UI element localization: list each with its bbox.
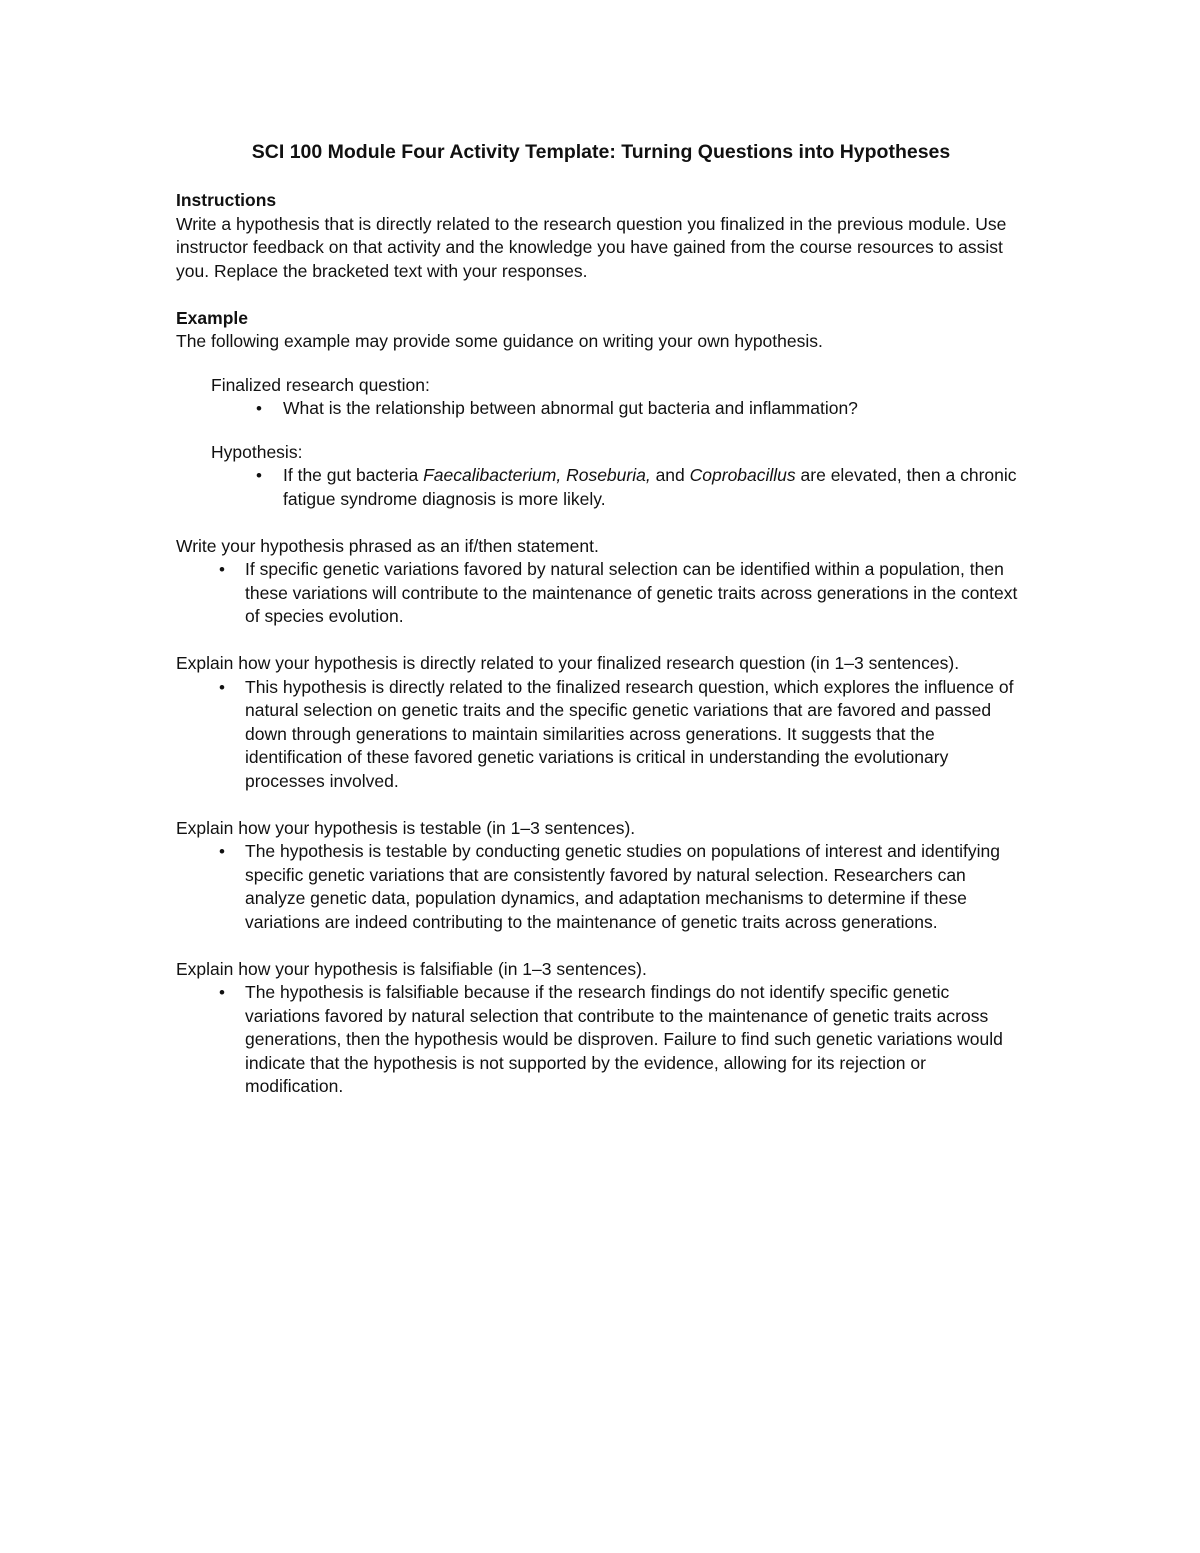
example-question-list xyxy=(211,397,1026,421)
answer-list xyxy=(175,676,1026,794)
answer-list xyxy=(175,558,1026,629)
example-question-label: Finalized research question: xyxy=(211,374,430,395)
section-prompt: Write your hypothesis phrased as an if/then statement. xyxy=(176,535,599,556)
hypothesis-text-part: If the gut bacteria xyxy=(283,465,424,485)
list-item xyxy=(211,397,1026,421)
bullet-icon: • xyxy=(256,399,262,418)
document-body xyxy=(176,138,1026,1099)
section-prompt: Explain how your hypothesis is directly related to your finalized research question (in 1–3 sentences). xyxy=(176,653,960,673)
section-answer: The hypothesis is falsifiable because if the research findings do not identify specific genetic variations favored by natural selection that contribute to the maintenance of genetic traits across generations, then the hypothesis would be disproven. Failure to find such genetic variations would indicate that the hypothesis is not supported by the evidence, allowing for its rejection or modification. xyxy=(245,982,1003,1096)
list-item xyxy=(175,840,1026,934)
hypothesis-text-part: are elevated, then a chronic fatigue syndrome diagnosis is more likely. xyxy=(283,465,1017,509)
bullet-icon: • xyxy=(219,677,225,697)
list-item xyxy=(211,464,1026,511)
section-answer: If specific genetic variations favored by natural selection can be identified within a population, then these variations will contribute to the maintenance of genetic traits across generations in the context of species evolution. xyxy=(245,559,1018,626)
example-question-text: What is the relationship between abnormal gut bacteria and inflammation? xyxy=(283,398,858,418)
hypothesis-text-part: and xyxy=(650,465,690,485)
bullet-icon: • xyxy=(256,466,262,485)
section-prompt: Explain how your hypothesis is testable (in 1–3 sentences). xyxy=(176,817,636,838)
bacteria-names-italic: Faecalibacterium, Roseburia, xyxy=(423,465,651,485)
example-intro: The following example may provide some guidance on writing your own hypothesis. xyxy=(176,331,823,351)
response-section-testable xyxy=(176,817,1026,935)
section-answer: The hypothesis is testable by conducting genetic studies on populations of interest and identifying specific genetic variations that are consistently favored by natural selection. Researchers can analyze genetic data, population dynamics, and adaptation mechanisms to determine if these variations are indeed contributing to the maintenance of genetic traits across generations. xyxy=(245,841,1000,932)
bullet-icon: • xyxy=(219,842,225,861)
answer-list xyxy=(175,981,1026,1099)
list-item xyxy=(175,676,1026,794)
list-item xyxy=(175,558,1026,629)
instructions-text: Write a hypothesis that is directly related to the research question you finalized in the previous module. Use instructor feedback on that activity and the knowledge you have gained from the course resources to assist you. Replace the bracketed text with your responses. xyxy=(176,213,1007,281)
answer-list xyxy=(175,840,1026,934)
response-section-falsifiable xyxy=(176,958,1026,1099)
list-item xyxy=(175,981,1026,1099)
bacteria-name-italic: Coprobacillus xyxy=(689,465,796,485)
example-hypothesis-list xyxy=(211,464,1026,511)
example-block xyxy=(211,374,1026,512)
example-heading: Example xyxy=(176,307,248,328)
example-hypothesis-label: Hypothesis: xyxy=(211,441,303,462)
bullet-icon: • xyxy=(219,983,225,1002)
section-prompt: Explain how your hypothesis is falsifiable (in 1–3 sentences). xyxy=(176,958,647,979)
section-answer: This hypothesis is directly related to the finalized research question, which explores the influence of natural selection on genetic traits and the specific genetic variations that are favored and passed down through generations to maintain similarities across generations. It suggests that the identification of these favored genetic variations is critical in understanding the evolutionary processes involved. xyxy=(245,676,1014,791)
response-section-hypothesis xyxy=(176,535,1026,629)
example-hypothesis-text xyxy=(283,465,1017,509)
bullet-icon: • xyxy=(219,560,225,579)
instructions-heading: Instructions xyxy=(176,190,277,210)
response-section-relation xyxy=(176,652,1026,793)
page-title: SCI 100 Module Four Activity Template: Turning Questions into Hypotheses xyxy=(251,141,951,163)
